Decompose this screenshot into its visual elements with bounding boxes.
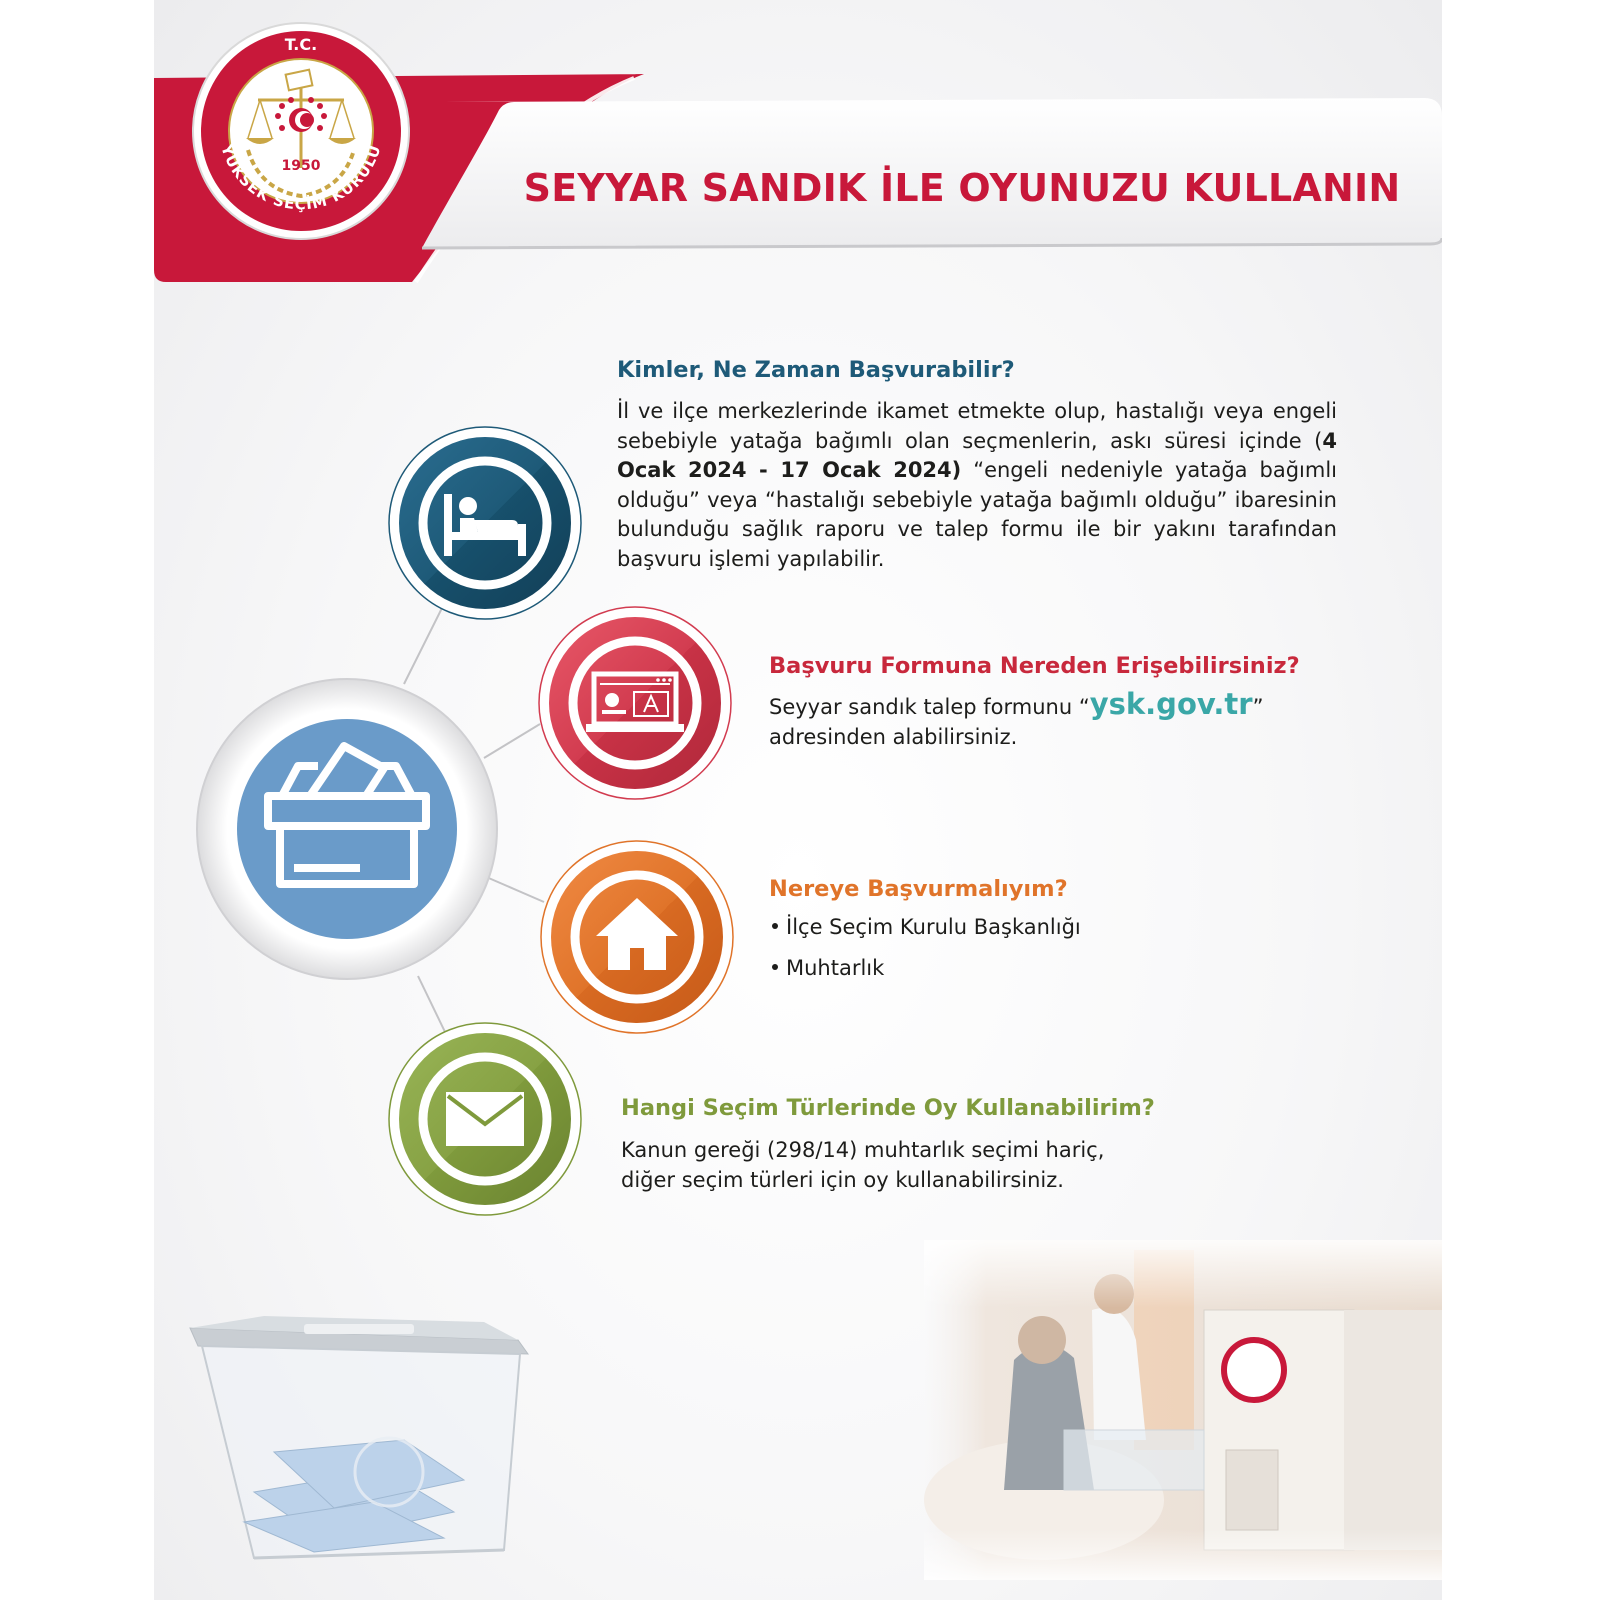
seal-year-text: 1950 [281, 158, 321, 174]
home-voting-photo [924, 1240, 1442, 1580]
form-body [769, 687, 1329, 752]
form-circle [536, 604, 734, 802]
types-body-line2: diğer seçim türleri için oy kullanabilirsiniz. [621, 1167, 1064, 1192]
where-list [772, 912, 1081, 994]
who-dates: 4 Ocak 2024 - 17 Ocak 2024) [617, 428, 1337, 482]
types-body-line1: Kanun gereği (298/14) muhtarlık seçimi hariç, [621, 1138, 1105, 1162]
ballot-box-image [184, 1312, 534, 1572]
bullet-icon [772, 923, 778, 929]
list-item-label: İlçe Seçim Kurulu Başkanlığı [786, 915, 1081, 939]
who-body-part1: İl ve ilçe merkezlerinde ikamet etmekte olup, hastalığı veya engeli sebebiyle yatağa bağımlı olan seçmenlerin, askı süresi içinde ( [617, 399, 1337, 453]
form-close-quote: ” [1252, 695, 1264, 719]
list-item [772, 953, 1081, 994]
types-body [621, 1136, 1181, 1195]
types-title: Hangi Seçim Türlerinde Oy Kullanabilirim? [621, 1095, 1155, 1121]
who-body-part2: “engeli nedeniyle yatağa bağımlı olduğu” veya “hastalığı sebebiyle yatağa bağımlı olduğu” ibaresinin bulunduğu sağlık raporu ve talep formu ile bir yakını tarafından başvuru işlemi yapılabilir. [617, 458, 1337, 571]
page-title: SEYYAR SANDIK İLE OYUNUZU KULLANIN [523, 166, 1401, 210]
bullet-icon [772, 964, 778, 970]
where-title: Nereye Başvurmalıyım? [769, 876, 1068, 902]
who-body [617, 397, 1337, 574]
who-title: Kimler, Ne Zaman Başvurabilir? [617, 357, 1015, 383]
list-item-label: Muhtarlık [786, 956, 885, 980]
form-title: Başvuru Formuna Nereden Erişebilirsiniz? [769, 653, 1300, 679]
list-item [772, 912, 1081, 953]
ysk-website-link[interactable]: ysk.gov.tr [1089, 687, 1253, 721]
form-body-before: Seyyar sandık talep formunu “ [769, 695, 1090, 719]
hub-ballot-circle [194, 676, 500, 982]
where-circle [538, 838, 736, 1036]
seal-ring-text: YÜKSEK SEÇİM KURULU [217, 142, 385, 214]
types-circle [386, 1020, 584, 1218]
form-body-line2: adresinden alabilirsiniz. [769, 724, 1018, 749]
envelope-icon [446, 1092, 524, 1146]
who-circle [386, 424, 584, 622]
seal-tc-text: T.C. [284, 35, 318, 54]
poster [154, 0, 1442, 1600]
